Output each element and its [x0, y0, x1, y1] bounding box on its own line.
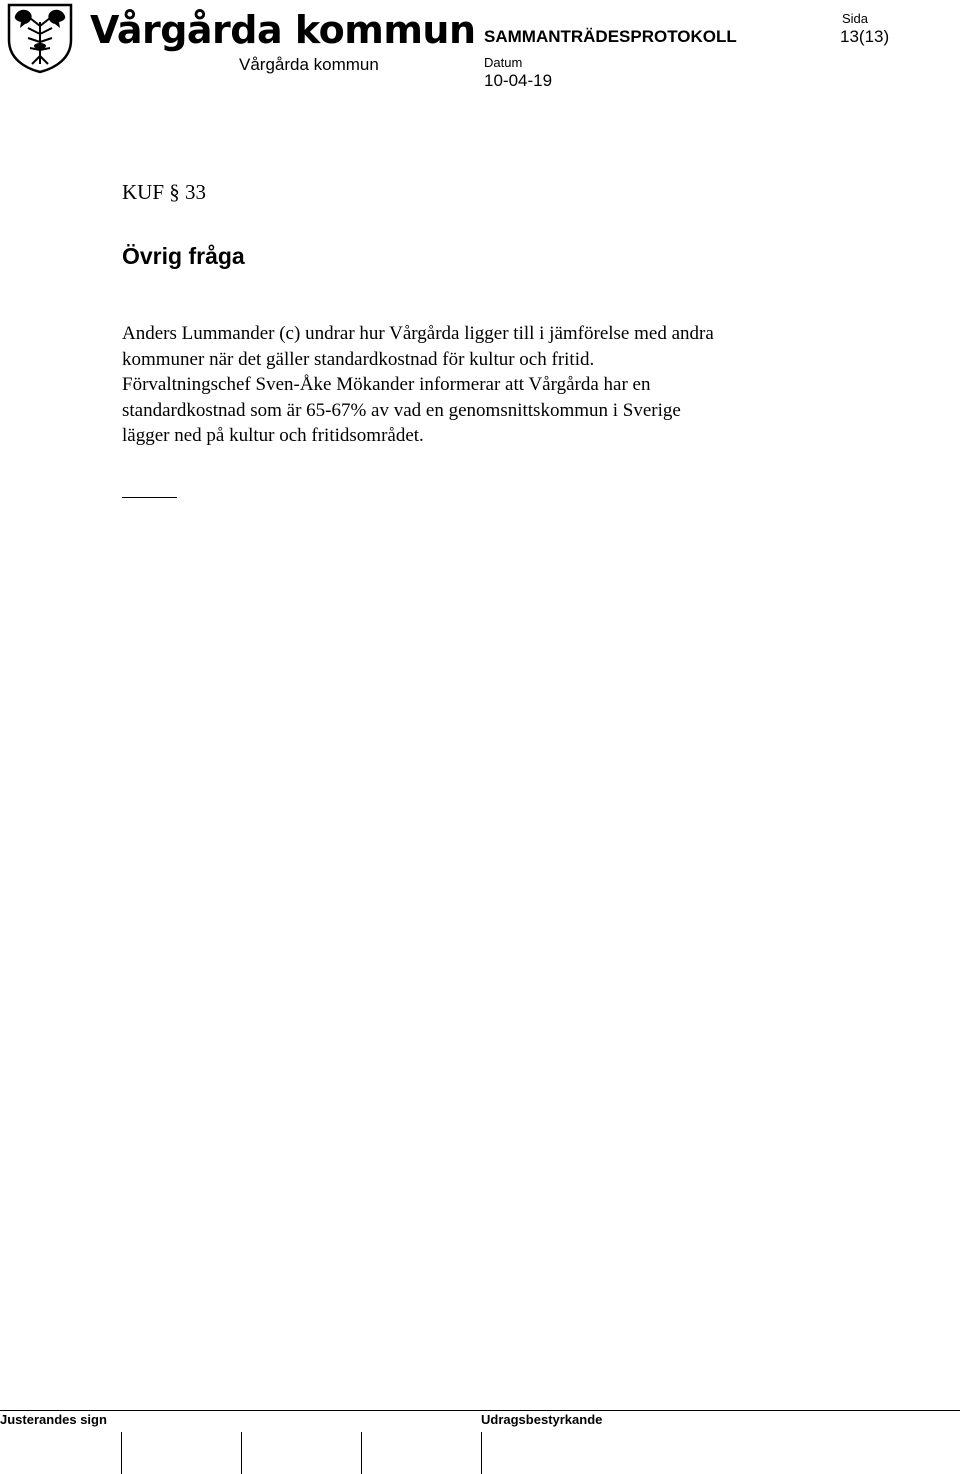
signature-box-divider — [481, 1432, 482, 1474]
page-number: 13(13) — [840, 27, 890, 46]
signature-box-divider — [361, 1432, 362, 1474]
organization-name: Vårgårda kommun — [239, 55, 379, 74]
document-type: SAMMANTRÄDESPROTOKOLL — [484, 27, 737, 46]
body-line: lägger ned på kultur och fritidsområdet. — [122, 425, 424, 446]
footer-extract-label: Udragsbestyrkande — [481, 1412, 603, 1427]
section-title: Övrig fråga — [122, 243, 245, 269]
section-end-rule — [122, 497, 177, 498]
footer-divider — [0, 1410, 960, 1411]
signature-box-divider — [241, 1432, 242, 1474]
municipality-logo-text: Vårgårda kommun — [90, 8, 476, 52]
date-label: Datum — [484, 55, 523, 70]
date-value: 10-04-19 — [484, 71, 553, 90]
section-paragraph-number: KUF § 33 — [122, 180, 207, 204]
body-line: standardkostnad som är 65-67% av vad en genomsnittskommun i Sverige — [122, 399, 681, 421]
section-body — [122, 321, 842, 449]
body-line: Anders Lummander (c) undrar hur Vårgårda ligger till i jämförelse med andra — [122, 323, 714, 344]
body-line: kommuner när det gäller standardkostnad för kultur och fritid. — [122, 348, 595, 370]
signature-box-divider — [121, 1432, 122, 1474]
page-label: Sida — [842, 11, 869, 26]
coat-of-arms-icon — [6, 2, 74, 74]
footer-signature-label: Justerandes sign — [0, 1412, 107, 1427]
body-line: Förvaltningschef Sven-Åke Mökander informerar att Vårgårda har en — [122, 374, 651, 395]
